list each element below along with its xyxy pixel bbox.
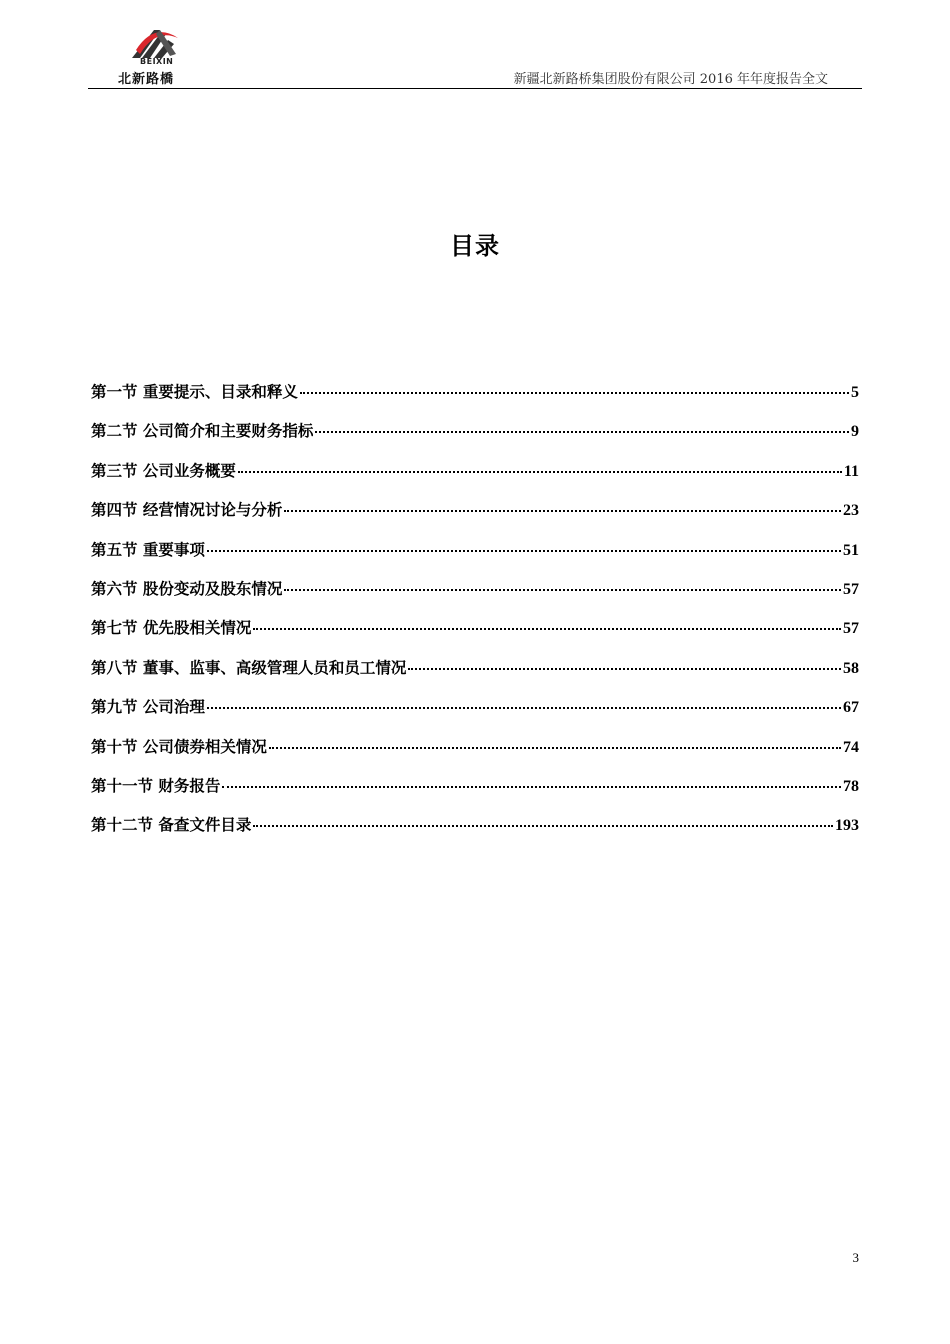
toc-entry[interactable] [91,459,859,498]
toc-entry-label: 第十节 公司债券相关情况 [91,737,267,756]
toc-dot-leader [300,392,849,394]
toc-dot-leader [408,668,841,670]
toc-entry-label: 第六节 股份变动及股东情况 [91,579,283,598]
toc-entry-label: 第四节 经营情况讨论与分析 [91,501,283,520]
toc-entry-label: 第七节 优先股相关情况 [91,619,252,638]
toc-entry[interactable] [91,380,859,419]
toc-dot-leader [315,431,849,433]
toc-dot-leader [284,510,841,512]
table-of-contents [91,380,859,853]
toc-entry[interactable] [91,774,859,813]
toc-dot-leader [207,550,841,552]
toc-dot-leader [253,628,841,630]
logo-text-cn: 北新路橋 [118,72,175,87]
page-number: 3 [852,1250,859,1265]
toc-dot-leader [238,471,842,473]
toc-entry-label: 第八节 董事、监事、高级管理人员和员工情况 [91,658,407,677]
toc-entry[interactable] [91,577,859,616]
toc-entry-page: 78 [843,777,859,795]
toc-entry-page: 51 [843,541,859,559]
toc-entry[interactable] [91,498,859,537]
page-header [88,20,862,90]
toc-entry-label: 第二节 公司简介和主要财务指标 [91,422,314,441]
toc-entry-label: 第十二节 备查文件目录 [91,816,252,835]
toc-entry-page: 23 [843,502,859,520]
header-report-title: 新疆北新路桥集团股份有限公司 2016 年年度报告全文 [513,72,828,87]
toc-entry[interactable] [91,695,859,734]
toc-entry[interactable] [91,538,859,577]
toc-entry-label: 第十一节 财务报告 [91,776,221,795]
toc-entry-page: 193 [835,817,859,835]
toc-entry-page: 9 [851,423,859,441]
toc-entry-page: 58 [843,659,859,677]
toc-entry-label: 第一节 重要提示、目录和释义 [91,383,298,401]
toc-dot-leader [222,786,841,788]
toc-dot-leader [207,707,841,709]
toc-entry[interactable] [91,735,859,774]
toc-entry-label: 第九节 公司治理 [91,698,205,717]
toc-entry[interactable] [91,616,859,655]
toc-entry[interactable] [91,419,859,458]
company-logo [110,24,200,86]
toc-entry-page: 57 [843,580,859,598]
toc-entry-page: 74 [843,738,859,756]
toc-entry-label: 第五节 重要事项 [91,540,205,559]
toc-entry-page: 57 [843,620,859,638]
toc-entry[interactable] [91,656,859,695]
toc-dot-leader [253,825,833,827]
toc-entry-page: 67 [843,699,859,717]
page-title: 目录 [450,232,500,260]
toc-entry-page: 5 [851,384,859,401]
toc-entry[interactable] [91,813,859,852]
toc-entry-page: 11 [843,462,859,480]
toc-dot-leader [269,747,841,749]
logo-text-en: BEIXIN [140,57,174,66]
header-divider [88,88,862,89]
toc-dot-leader [284,589,841,591]
toc-entry-label: 第三节 公司业务概要 [91,461,236,480]
